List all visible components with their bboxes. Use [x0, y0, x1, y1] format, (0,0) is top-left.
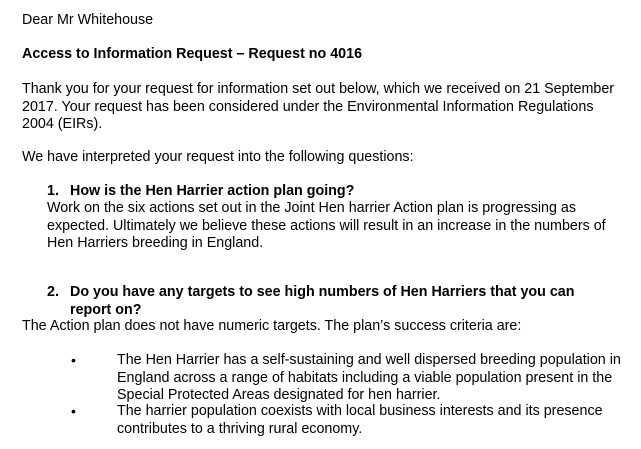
salutation: Dear Mr Whitehouse	[22, 12, 154, 28]
interpretation-paragraph: We have interpreted your request into the following questions:	[22, 149, 414, 165]
answer-text: The Action plan does not have numeric targets. The plan’s success criteria are:	[22, 318, 522, 334]
bullet-item: The Hen Harrier has a self-sustaining and well dispersed breeding population in England across a range of habitats including a viable population present in the Special Protected Areas designated for hen harrier.	[117, 352, 621, 403]
answer-text: Work on the six actions set out in the Joint Hen harrier Action plan is progressing as expected. Ultimately we believe these actions will result in an increase in the numbers of Hen Harriers breeding in England.	[47, 200, 606, 251]
subject-line: Access to Information Request – Request no 4016	[22, 46, 363, 62]
question-number: 2.	[47, 284, 59, 300]
question-number: 1.	[47, 183, 59, 199]
question-text: How is the Hen Harrier action plan going?	[70, 183, 355, 199]
question-text: Do you have any targets to see high numbers of Hen Harriers that you can report on?	[70, 284, 575, 318]
bullet-icon: •	[71, 352, 76, 368]
bullet-item: The harrier population coexists with local business interests and its presence contributes to a thriving rural economy.	[117, 403, 603, 437]
intro-paragraph: Thank you for your request for information set out below, which we received on 21 September 2017. Your request has been considered under the Environmental Information Regulations 2004 (EIRs).	[22, 81, 615, 132]
bullet-icon: •	[71, 403, 76, 419]
